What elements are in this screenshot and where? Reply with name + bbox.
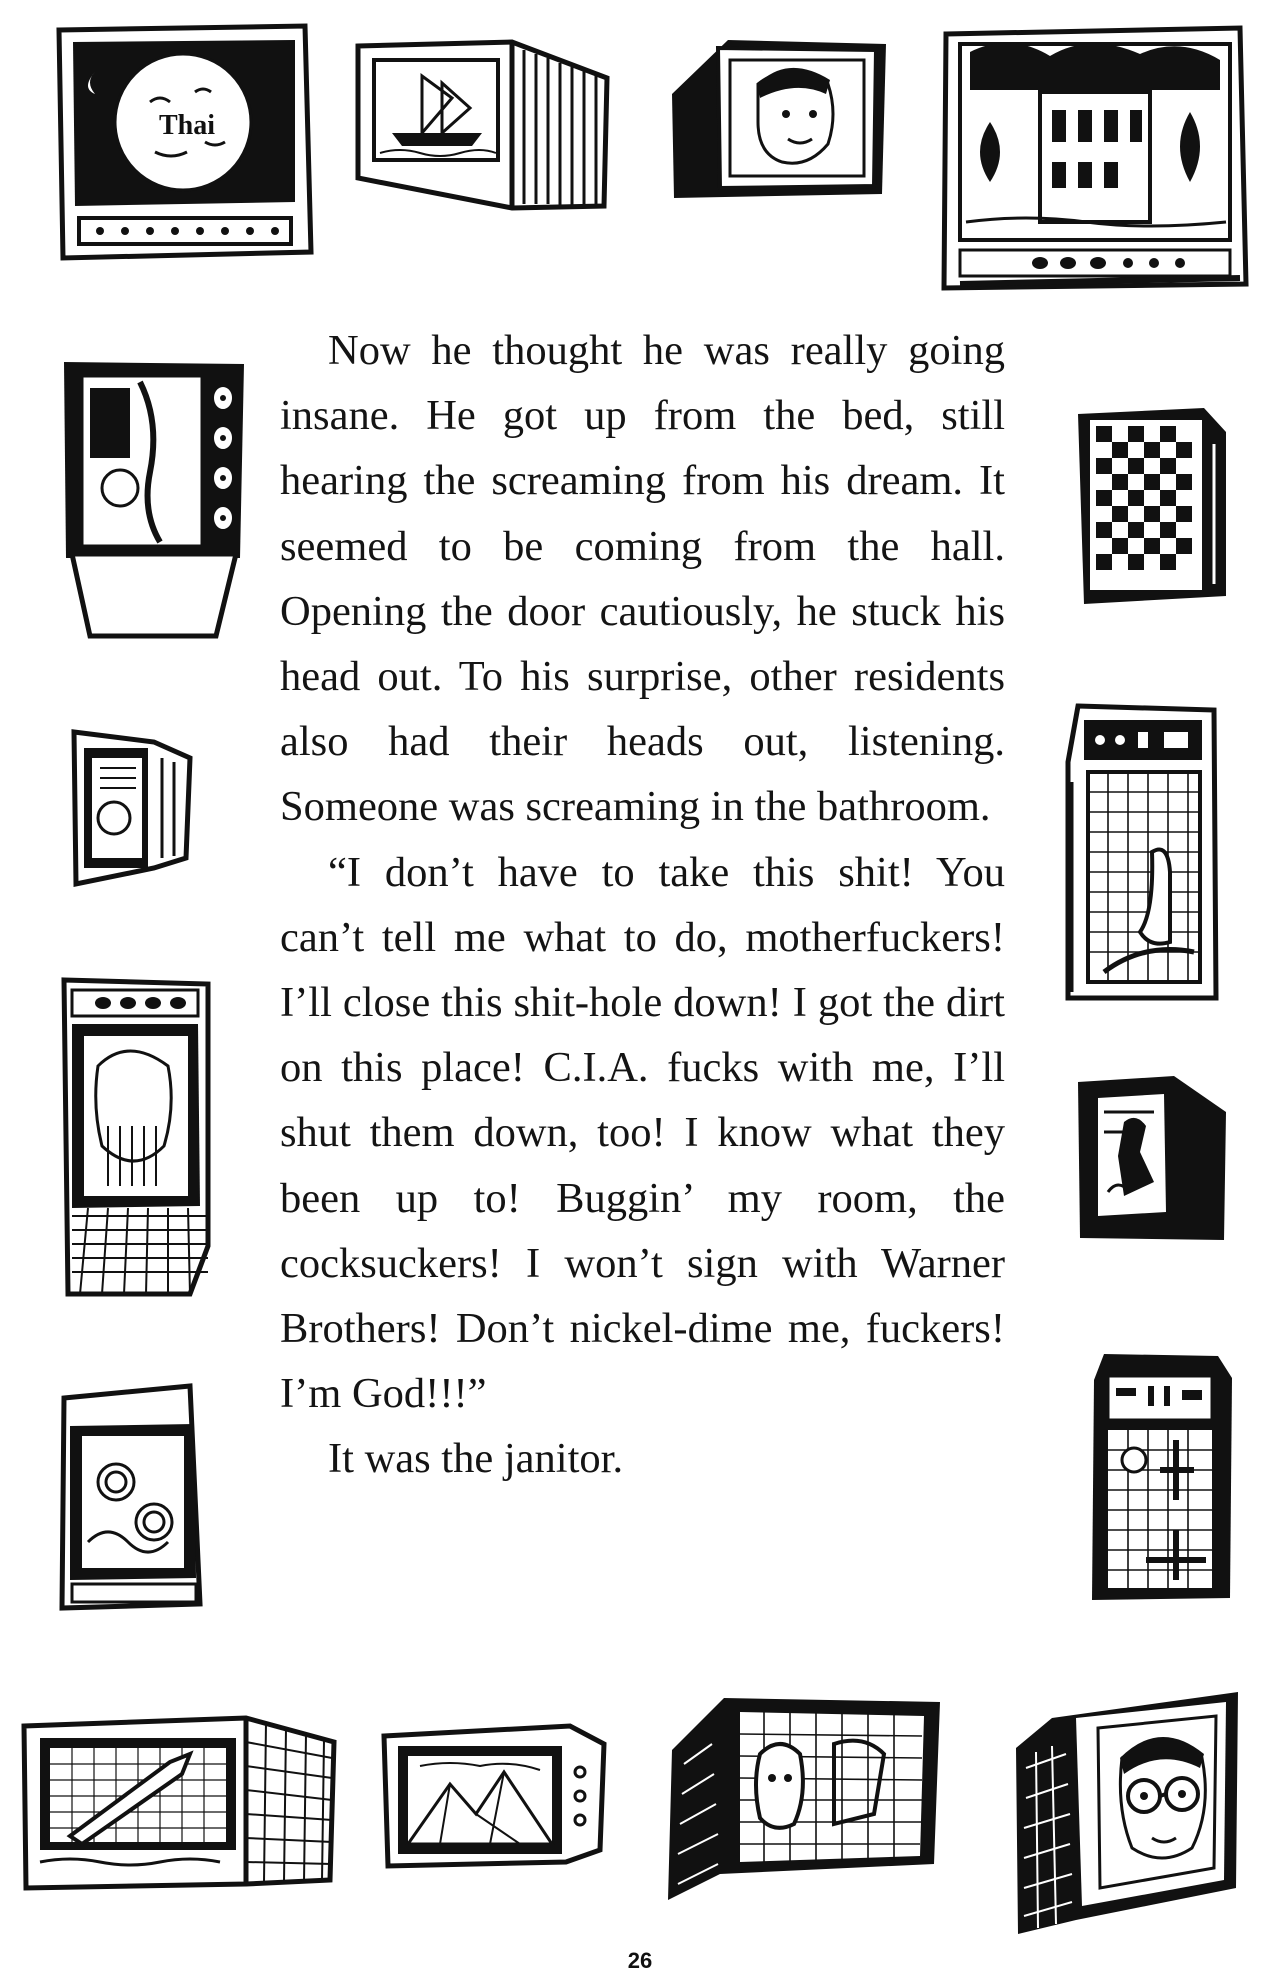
tv-sailing-ship-illustration [352,38,612,213]
story-paragraph: Now he thought he was really going insane. He got up from the bed, still hearing the screaming from his dream. It seemed to be coming from the hall. Opening the door cautiously, he stuck his head out. To his surprise, other residents also had their heads out, listening. Someone was screaming in the bathroom. [280,327,1005,831]
tv-small-figure-illustration [1074,1072,1230,1246]
tv-man-portrait-illustration [668,34,890,202]
story-paragraph: It was the janitor. [328,1435,624,1483]
tv-small-dial-illustration [70,728,194,888]
story-text [280,318,1005,1492]
story-paragraph: “I don’t have to take this shit! You can’t tell me what to do, motherfuckers! I’ll close this shit-hole down! I got the dirt on this place! C.I.A. fucks with me, I’ll shut them down, too! I know what they been up to! Buggin’ my room, the cocksuckers! I won’t sign with Warner Brothers! Don’t nickel-dime me, fuckers! I’m God!!!” [280,848,1005,1418]
page-number: 26 [627,1948,653,1973]
tv-mountains-illustration [380,1722,608,1870]
tv-face-grid-illustration [664,1694,946,1906]
tv-checkerboard-illustration [1074,404,1230,606]
tv-figure-sitting-illustration [1064,702,1220,1004]
moon-screen-text: Thai [159,110,216,141]
tv-moon-illustration [55,22,317,262]
tv-house-trees-illustration [940,22,1250,294]
tv-woman-illustration [58,976,214,1298]
tv-spiral-pattern-illustration [58,1382,206,1612]
tv-grid-scene-illustration [1086,1350,1234,1604]
tv-rocket-illustration [20,1712,338,1890]
tv-bathroom-figure-illustration [60,358,248,640]
tv-glasses-face-illustration [1012,1688,1244,1940]
